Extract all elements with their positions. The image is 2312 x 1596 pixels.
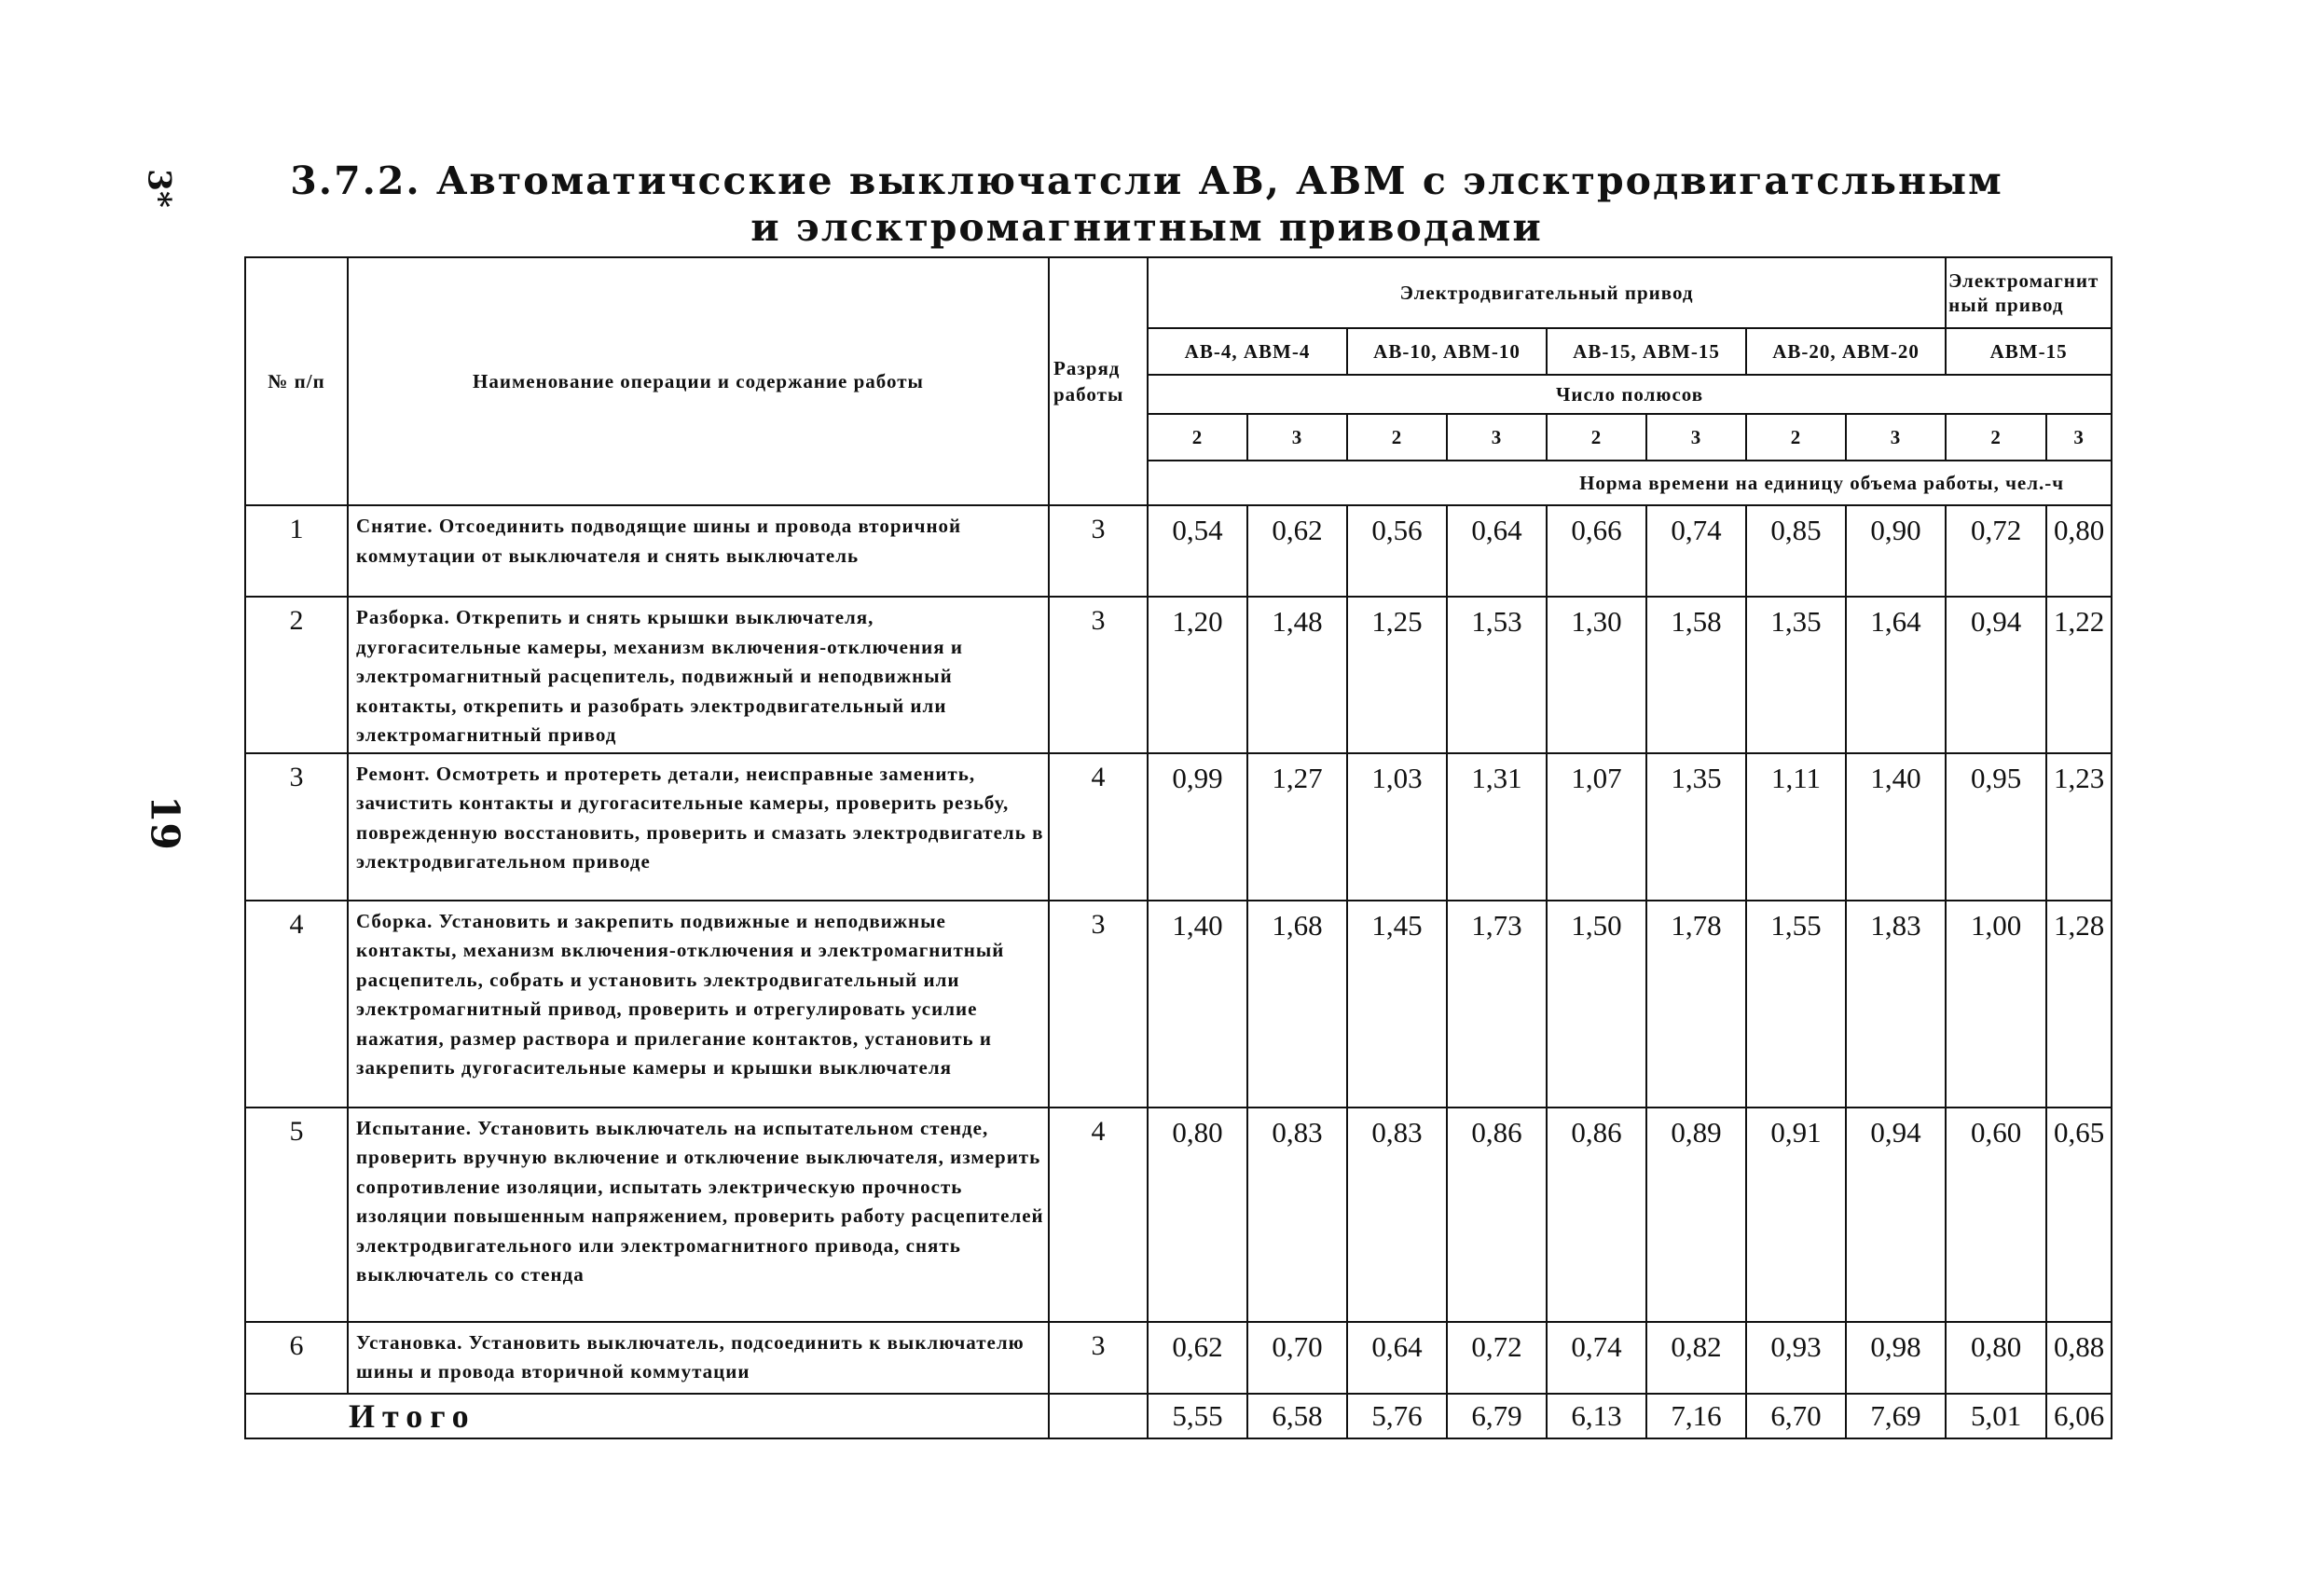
norm-value: 1,35 <box>1746 597 1846 753</box>
norm-value: 1,20 <box>1148 597 1247 753</box>
total-value: 5,55 <box>1148 1394 1247 1438</box>
total-label: Итого <box>245 1394 1049 1438</box>
norm-value: 0,54 <box>1148 505 1247 597</box>
table-row <box>245 1322 2112 1394</box>
norm-value: 0,83 <box>1347 1108 1447 1322</box>
table-row <box>245 1108 2112 1322</box>
norm-value: 0,88 <box>2046 1322 2112 1394</box>
row-operation: Сборка. Установить и закрепить подвижные и неподвижные контакты, механизм включения-отключения и электромагнитный расцепитель, собрать и установить электродвигательный или электромагнитный привод, проверить и отрегулировать усилие нажатия, размер раствора и прилегание контактов, установить и закрепить дугогасительные камеры и крышки выключателя <box>348 901 1049 1108</box>
table-row <box>245 901 2112 1108</box>
norm-value: 0,72 <box>1946 505 2046 597</box>
norm-value: 0,62 <box>1247 505 1347 597</box>
norm-value: 0,70 <box>1247 1322 1347 1394</box>
row-number: 4 <box>245 901 348 1108</box>
norm-value: 1,00 <box>1946 901 2046 1108</box>
norm-value: 0,85 <box>1746 505 1846 597</box>
norm-value: 0,99 <box>1148 753 1247 901</box>
header-poles-title: Число полюсов <box>1148 375 2112 414</box>
row-number: 5 <box>245 1108 348 1322</box>
norm-value: 1,48 <box>1247 597 1347 753</box>
row-operation: Установка. Установить выключатель, подсоединить к выключателю шины и провода вторичной коммутации <box>348 1322 1049 1394</box>
norm-value: 1,22 <box>2046 597 2112 753</box>
header-operation: Наименование операции и содержание работы <box>348 257 1049 505</box>
header-model: АВ-4, АВМ-4 <box>1148 328 1347 375</box>
header-pole-count: 3 <box>1846 414 1946 461</box>
norm-value: 0,56 <box>1347 505 1447 597</box>
norm-value: 0,74 <box>1646 505 1746 597</box>
page-side-mark: 3* <box>140 169 178 208</box>
section-title-line1: 3.7.2. Автоматичсские выключатсли АВ, АВМ с элсктродвигатсльным <box>290 158 2003 203</box>
header-pole-count: 3 <box>1247 414 1347 461</box>
header-pole-count: 3 <box>2046 414 2112 461</box>
header-model: АВМ-15 <box>1946 328 2112 375</box>
norm-value: 0,86 <box>1447 1108 1547 1322</box>
norm-value: 0,64 <box>1347 1322 1447 1394</box>
norm-value: 1,23 <box>2046 753 2112 901</box>
total-value: 6,13 <box>1547 1394 1646 1438</box>
norm-value: 0,83 <box>1247 1108 1347 1322</box>
norm-value: 1,55 <box>1746 901 1846 1108</box>
table-row <box>245 753 2112 901</box>
norm-value: 0,94 <box>1946 597 2046 753</box>
header-model: АВ-20, АВМ-20 <box>1746 328 1946 375</box>
norm-value: 0,80 <box>1148 1108 1247 1322</box>
header-pole-count: 2 <box>1547 414 1646 461</box>
norm-value: 1,11 <box>1746 753 1846 901</box>
total-value: 6,79 <box>1447 1394 1547 1438</box>
row-grade: 4 <box>1049 753 1148 901</box>
row-grade: 3 <box>1049 597 1148 753</box>
header-pole-count: 2 <box>1347 414 1447 461</box>
norm-value: 0,65 <box>2046 1108 2112 1322</box>
norm-value: 1,45 <box>1347 901 1447 1108</box>
row-grade: 3 <box>1049 901 1148 1108</box>
total-value: 6,58 <box>1247 1394 1347 1438</box>
norm-value: 1,30 <box>1547 597 1646 753</box>
norm-value: 1,27 <box>1247 753 1347 901</box>
total-value: 6,06 <box>2046 1394 2112 1438</box>
norm-value: 0,89 <box>1646 1108 1746 1322</box>
row-operation: Снятие. Отсоединить подводящие шины и провода вторичной коммутации от выключателя и снять выключатель <box>348 505 1049 597</box>
row-grade: 3 <box>1049 505 1148 597</box>
norm-value: 0,95 <box>1946 753 2046 901</box>
norm-value: 0,72 <box>1447 1322 1547 1394</box>
norms-table <box>244 256 2112 1439</box>
norm-value: 0,93 <box>1746 1322 1846 1394</box>
norm-value: 1,35 <box>1646 753 1746 901</box>
norm-value: 0,60 <box>1946 1108 2046 1322</box>
norm-value: 1,50 <box>1547 901 1646 1108</box>
norm-value: 0,66 <box>1547 505 1646 597</box>
table-row <box>245 597 2112 753</box>
header-num: № п/п <box>245 257 348 505</box>
norm-value: 0,64 <box>1447 505 1547 597</box>
norm-value: 0,74 <box>1547 1322 1646 1394</box>
norm-value: 0,90 <box>1846 505 1946 597</box>
header-pole-count: 3 <box>1447 414 1547 461</box>
row-number: 1 <box>245 505 348 597</box>
row-number: 6 <box>245 1322 348 1394</box>
header-group-motor: Электродвигательный привод <box>1148 257 1946 328</box>
header-model: АВ-15, АВМ-15 <box>1547 328 1746 375</box>
total-value: 5,01 <box>1946 1394 2046 1438</box>
total-value: 5,76 <box>1347 1394 1447 1438</box>
header-pole-count: 2 <box>1746 414 1846 461</box>
header-pole-count: 2 <box>1946 414 2046 461</box>
norm-value: 1,25 <box>1347 597 1447 753</box>
row-operation: Разборка. Открепить и снять крышки выключателя, дугогасительные камеры, механизм включения-отключения и электромагнитный расцепитель, подвижный и неподвижный контакты, открепить и разобрать электродвигательный или электромагнитный привод <box>348 597 1049 753</box>
header-norm: Норма времени на единицу объема работы, чел.-ч <box>1148 461 2112 505</box>
header-group-em-line1: Электромагнит <box>1948 269 2099 292</box>
row-grade: 4 <box>1049 1108 1148 1322</box>
header-model: АВ-10, АВМ-10 <box>1347 328 1547 375</box>
row-operation: Ремонт. Осмотреть и протереть детали, неисправные заменить, зачистить контакты и дугогасительные камеры, проверить резьбу, поврежденную восстановить, проверить и смазать электродвигатель в электродвигательном приводе <box>348 753 1049 901</box>
norm-value: 1,53 <box>1447 597 1547 753</box>
norm-value: 0,82 <box>1646 1322 1746 1394</box>
page-number: 19 <box>142 795 188 850</box>
header-grade-line2: работы <box>1053 383 1124 406</box>
table-row <box>245 505 2112 597</box>
header-grade <box>1049 257 1148 505</box>
header-group-em-line2: ный привод <box>1948 294 2064 316</box>
norm-value: 0,62 <box>1148 1322 1247 1394</box>
total-row <box>245 1394 2112 1438</box>
total-grade-empty <box>1049 1394 1148 1438</box>
section-title-line2: и элсктромагнитным приводами <box>750 205 1543 250</box>
norm-value: 1,40 <box>1846 753 1946 901</box>
norm-value: 1,07 <box>1547 753 1646 901</box>
norm-value: 0,80 <box>2046 505 2112 597</box>
norm-value: 1,64 <box>1846 597 1946 753</box>
norm-value: 1,78 <box>1646 901 1746 1108</box>
norm-value: 0,98 <box>1846 1322 1946 1394</box>
row-operation: Испытание. Установить выключатель на испытательном стенде, проверить вручную включение и отключение выключателя, измерить сопротивление изоляции, испытать электрическую прочность изоляции повышенным напряжением, проверить работу расцепителей электродвигательного или электромагнитного привода, снять выключатель со стенда <box>348 1108 1049 1322</box>
norm-value: 0,80 <box>1946 1322 2046 1394</box>
norm-value: 1,03 <box>1347 753 1447 901</box>
norm-value: 1,40 <box>1148 901 1247 1108</box>
norm-value: 0,86 <box>1547 1108 1646 1322</box>
norm-value: 0,91 <box>1746 1108 1846 1322</box>
norm-value: 0,94 <box>1846 1108 1946 1322</box>
header-pole-count: 3 <box>1646 414 1746 461</box>
norm-value: 1,28 <box>2046 901 2112 1108</box>
header-pole-count: 2 <box>1148 414 1247 461</box>
total-value: 7,69 <box>1846 1394 1946 1438</box>
norm-value: 1,73 <box>1447 901 1547 1108</box>
total-value: 7,16 <box>1646 1394 1746 1438</box>
header-grade-line1: Разряд <box>1053 357 1121 379</box>
norm-value: 1,83 <box>1846 901 1946 1108</box>
header-group-electromagnetic <box>1946 257 2112 328</box>
norm-value: 1,68 <box>1247 901 1347 1108</box>
norm-value: 1,31 <box>1447 753 1547 901</box>
row-number: 2 <box>245 597 348 753</box>
row-number: 3 <box>245 753 348 901</box>
norm-value: 1,58 <box>1646 597 1746 753</box>
row-grade: 3 <box>1049 1322 1148 1394</box>
total-value: 6,70 <box>1746 1394 1846 1438</box>
